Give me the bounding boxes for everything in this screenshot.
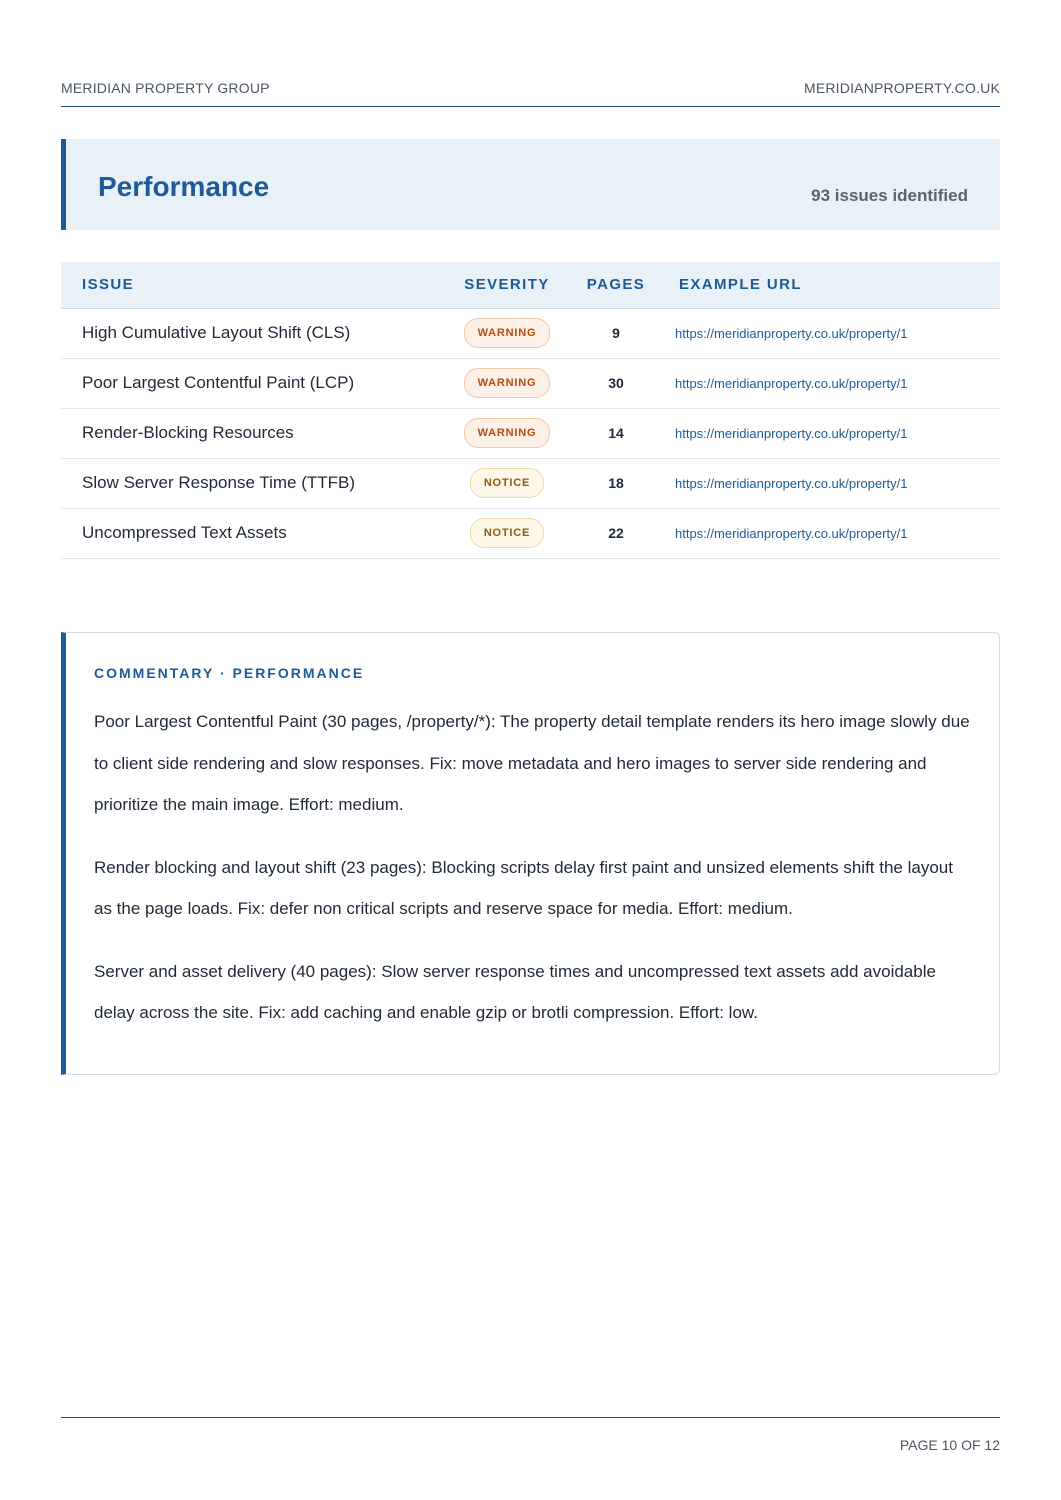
commentary-paragraph: Server and asset delivery (40 pages): Slow server response times and uncompressed text assets add avoidable delay across the site. Fix: add caching and enable gzip or brotli compression. Effort: low. (94, 961, 936, 1022)
severity-badge: WARNING (464, 318, 551, 348)
issue-name: Poor Largest Contentful Paint (LCP) (61, 358, 447, 408)
table-row (61, 458, 1000, 508)
severity-badge: NOTICE (470, 518, 544, 548)
table-row (61, 308, 1000, 358)
column-header-example-url: EXAMPLE URL (665, 262, 1000, 308)
issue-count: 93 issues identified (811, 186, 968, 205)
section-title: Performance (98, 171, 270, 202)
table-row (61, 358, 1000, 408)
issue-name: High Cumulative Layout Shift (CLS) (61, 308, 447, 358)
page-header (61, 80, 1000, 107)
issues-table (61, 262, 1000, 559)
pages-count: 14 (567, 408, 665, 458)
commentary-box (61, 632, 1000, 1075)
issue-name: Render-Blocking Resources (61, 408, 447, 458)
example-url-link[interactable]: https://meridianproperty.co.uk/property/1 (665, 408, 1000, 458)
commentary-label: COMMENTARY · PERFORMANCE (94, 665, 365, 681)
pages-count: 18 (567, 458, 665, 508)
example-url-link[interactable]: https://meridianproperty.co.uk/property/1 (665, 458, 1000, 508)
commentary-paragraph: Render blocking and layout shift (23 pages): Blocking scripts delay first paint and unsized elements shift the layout as the page loads. Fix: defer non critical scripts and reserve space for media. Effort: medium. (94, 857, 953, 918)
pages-count: 9 (567, 308, 665, 358)
table-header-row (61, 262, 1000, 308)
pages-count: 30 (567, 358, 665, 408)
example-url-link[interactable]: https://meridianproperty.co.uk/property/1 (665, 308, 1000, 358)
severity-badge: NOTICE (470, 468, 544, 498)
page-number: PAGE 10 OF 12 (899, 1437, 1000, 1453)
commentary-paragraph: Poor Largest Contentful Paint (30 pages, /property/*): The property detail template renders its hero image slowly due to client side rendering and slow responses. Fix: move metadata and hero images to server side rendering and prioritize the main image. Effort: medium. (94, 712, 970, 814)
column-header-pages: PAGES (567, 262, 665, 308)
company-domain: MERIDIANPROPERTY.CO.UK (803, 80, 1000, 96)
example-url-link[interactable]: https://meridianproperty.co.uk/property/1 (665, 508, 1000, 558)
footer-divider (61, 1417, 1000, 1418)
commentary-body (94, 701, 974, 1055)
table-row (61, 508, 1000, 558)
section-banner (61, 139, 1000, 230)
issue-name: Slow Server Response Time (TTFB) (61, 458, 447, 508)
issue-name: Uncompressed Text Assets (61, 508, 447, 558)
column-header-issue: ISSUE (61, 262, 447, 308)
example-url-link[interactable]: https://meridianproperty.co.uk/property/1 (665, 358, 1000, 408)
severity-badge: WARNING (464, 368, 551, 398)
column-header-severity: SEVERITY (447, 262, 567, 308)
company-name: MERIDIAN PROPERTY GROUP (61, 80, 270, 96)
table-row (61, 408, 1000, 458)
severity-badge: WARNING (464, 418, 551, 448)
pages-count: 22 (567, 508, 665, 558)
